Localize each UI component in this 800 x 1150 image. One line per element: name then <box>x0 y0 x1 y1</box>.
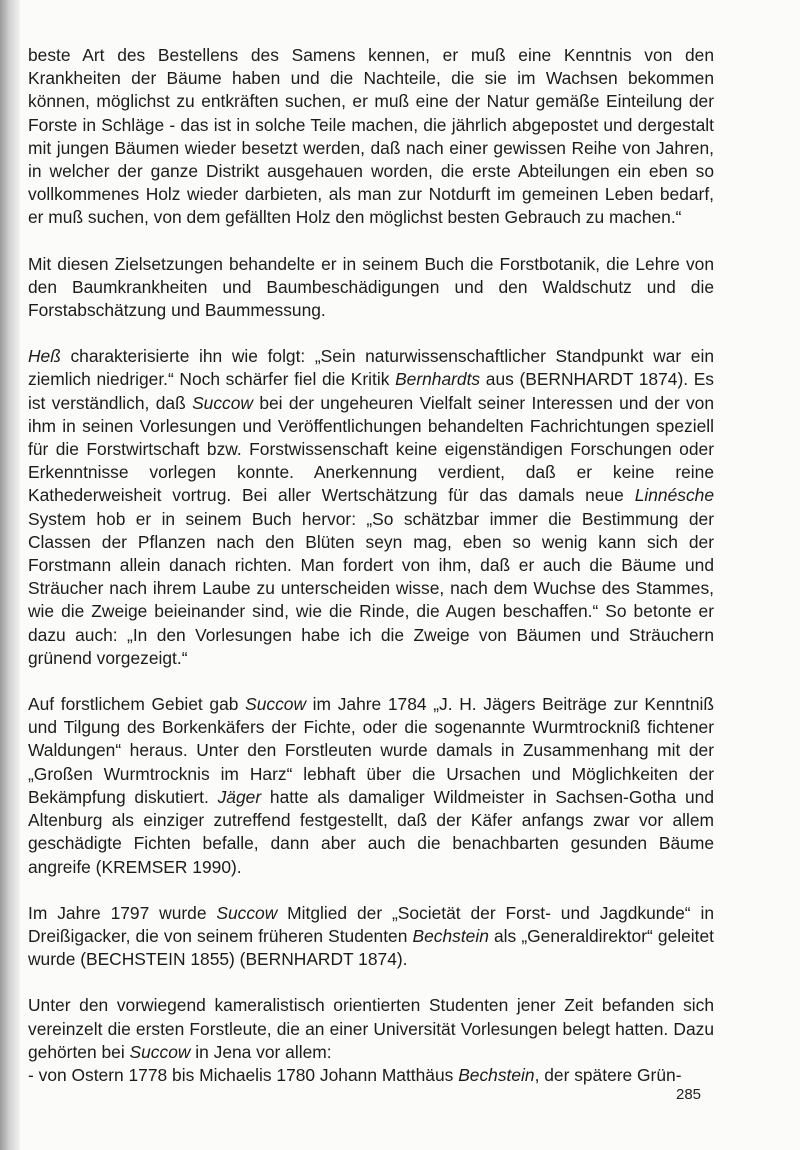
paragraph <box>28 994 714 1087</box>
text-run: Unter den vorwiegend kameralistisch orientierten Studenten jener Zeit befanden sich vereinzelt die ersten Forstleute, die an einer Universität Vorlesungen belegt hatten. Dazu gehörten bei <box>28 995 714 1062</box>
italic-name: Heß <box>28 346 61 367</box>
text-run: beste Art des Bestellens des Samens kennen, er muß eine Kenntnis von den Krankheiten der Bäume haben und die Nachteile, die sie im Wachsen bekommen können, möglichst zu entkräften suchen, er muß eine der Natur gemäße Einteilung der Forste in Schläge - das ist in solche Teile machen, die jährlich abgepostet und dergestalt mit jungen Bäumen wieder besetzt werden, daß nach einer gewissen Reihe von Jahren, in welcher der ganze Distrikt ausgehauen worden, die erste Abteilungen ein eben so vollkommenes Holz wieder darbieten, als man zur Notdurft im gemeinen Leben bedarf, er muß suchen, von dem gefällten Holz den möglichst besten Gebrauch zu machen.“ <box>28 45 714 228</box>
italic-name: Succow <box>245 694 307 715</box>
text-run: System hob er in seinem Buch hervor: „So schätzbar immer die Bestimmung der Classen der Pflanzen nach den Blüten seyn mag, eben so wenig kann sich der Forstmann allein danach richten. Man fordert von ihm, daß er auch die Bäume und Sträucher nach ihrem Laube zu unterscheiden wisse, nach dem Wuchse des Stammes, wie die Zweige beieinander sind, wie die Rinde, die Augen beschaffen.“ So betonte er dazu auch: „In den Vorlesungen habe ich die Zweige von Bäumen und Sträuchern grünend vorgezeigt.“ <box>28 508 714 668</box>
text-run: Mitglied der „Societät der Forst- und Jagdkunde“ in Dreißigacker, die von seinem früheren Studenten <box>28 902 714 946</box>
paragraph <box>28 345 714 670</box>
paragraph <box>28 693 714 879</box>
text-run: Im Jahre 1797 wurde <box>28 902 217 923</box>
page-body <box>28 44 714 1087</box>
italic-name: Bernhardts <box>395 369 481 390</box>
text-run: charakterisierte ihn wie folgt: „Sein naturwissenschaftlicher Standpunkt war ein ziemlich niedriger.“ Noch schärfer fiel die Kritik <box>28 346 714 390</box>
italic-name: Bechstein <box>458 1064 535 1085</box>
italic-name: Jäger <box>217 786 262 807</box>
text-run: im Jahre 1784 „J. H. Jägers Beiträge zur Kenntniß und Tilgung des Borkenkäfers der Fichte, oder die sogenannte Wurmtrockniß fichtener Waldungen“ heraus. Unter den Forstleuten wurde damals in Zusammenhang mit der „Großen Wurmtrocknis im Harz“ lebhaft über die Ursachen und Möglichkeiten der Bekämpfung diskutiert. <box>28 694 715 807</box>
text-run: Mit diesen Zielsetzungen behandelte er in seinem Buch die Forstbotanik, die Lehre von den Baumkrankheiten und Baumbeschädigungen und den Waldschutz und die Forstabschätzung und Baummessung. <box>28 253 714 321</box>
paragraph <box>28 253 714 323</box>
italic-name: Succow <box>192 392 253 413</box>
paragraph <box>28 44 714 230</box>
text-run: , der spätere Grün- <box>534 1064 682 1085</box>
italic-name: Succow <box>129 1041 191 1062</box>
text-run: aus (BERNHARDT 1874). Es ist verständlich, daß <box>28 369 714 413</box>
italic-name: Succow <box>216 902 278 923</box>
text-run: Auf forstlichem Gebiet gab <box>28 694 246 715</box>
page-number: 285 <box>676 1086 702 1103</box>
text-run: bei der ungeheuren Vielfalt seiner Interessen und der von ihm in seinen Vorlesungen und Veröffentlichungen behandelten Fachrichtungen speziell für die Forstwirtschaft bzw. Forstwissenschaft keine eigenständigen Forschungen oder Erkenntnisse vorlegen konnte. Anerkennung verdient, daß er keine reine Kathederweisheit vortrug. Bei aller Wertschätzung für das damals neue <box>28 392 714 506</box>
text-run: hatte als damaliger Wildmeister in Sachsen-Gotha und Altenburg als einziger zutreffend festgestellt, daß der Käfer anfangs zwar vor allem geschädigte Fichten befalle, dann aber auch die benachbarten gesunden Bäume angreife (KREMSER 1990). <box>28 786 714 877</box>
italic-name: Bechstein <box>412 925 489 946</box>
text-run: - von Ostern 1778 bis Michaelis 1780 Johann Matthäus <box>28 1064 459 1085</box>
text-run: in Jena vor allem: <box>190 1041 332 1062</box>
italic-name: Linnésche <box>634 485 714 506</box>
binding-shadow <box>0 0 20 1150</box>
paragraph <box>28 902 714 972</box>
text-run: als „Generaldirektor“ geleitet wurde (BECHSTEIN 1855) (BERNHARDT 1874). <box>28 925 714 970</box>
